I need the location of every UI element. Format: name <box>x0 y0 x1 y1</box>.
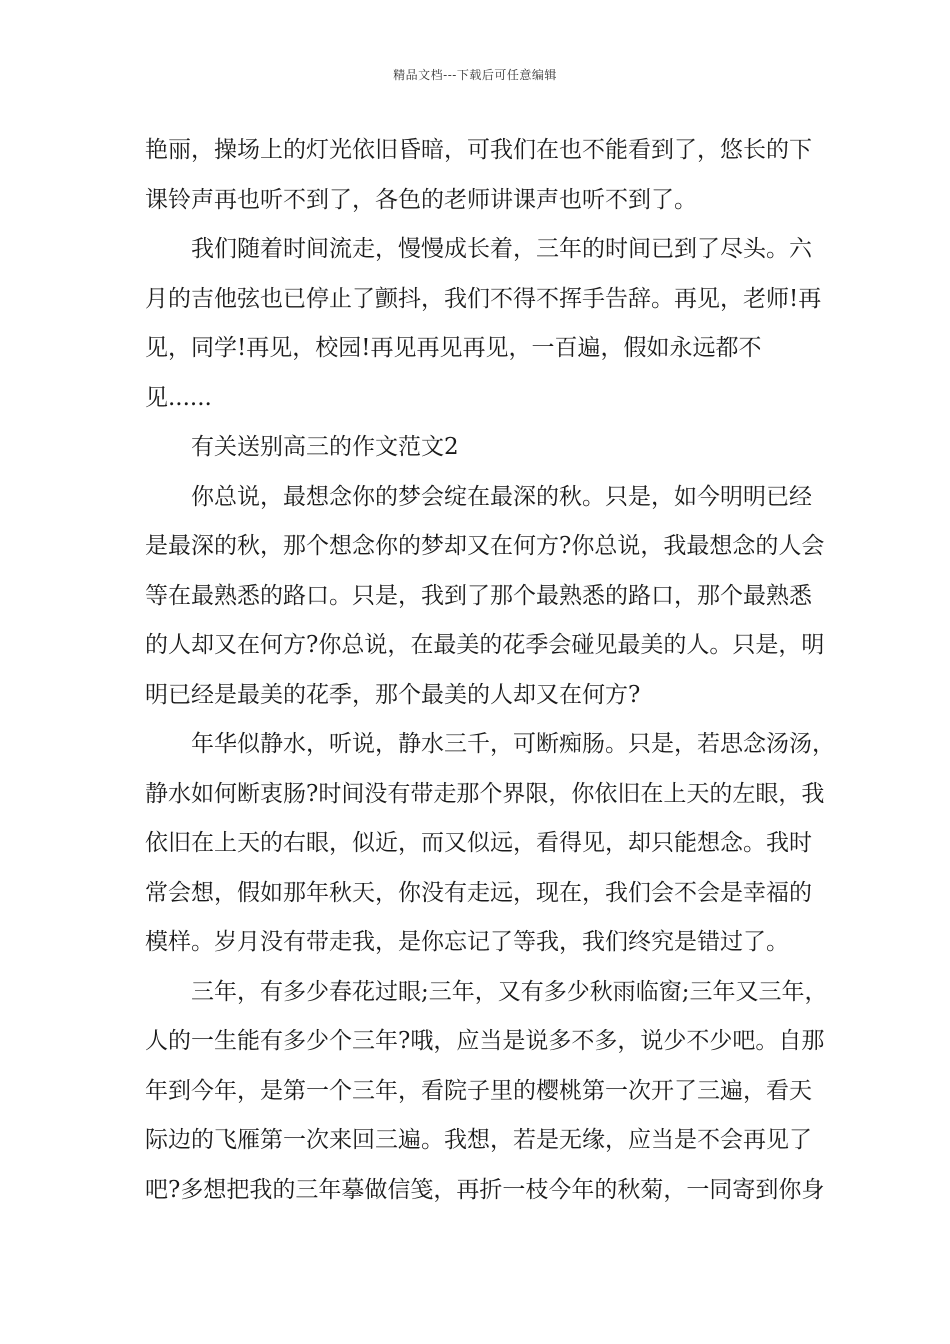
text-line: 我们随着时间流走，慢慢成长着，三年的时间已到了尽头。六 <box>191 236 812 262</box>
text-line: 是最深的秋，那个想念你的梦却又在何方?你总说，我最想念的人会 <box>145 533 825 559</box>
text-line: 常会想，假如那年秋天，你没有走远，现在，我们会不会是幸福的 <box>145 879 812 906</box>
text-line: 见，同学!再见，校园!再见再见再见，一百遍，假如永远都不 <box>145 335 762 361</box>
document-body <box>145 126 835 1215</box>
section-title: 有关送别高三的作文范文2 <box>191 434 459 460</box>
page-header: 精品文档---下载后可任意编辑 <box>393 68 557 82</box>
text-line: 依旧在上天的右眼，似近，而又似远，看得见，却只能想念。我时 <box>145 830 812 856</box>
text-line: 年华似静水，听说，静水三千，可断痴肠。只是，若思念汤汤， <box>191 731 835 757</box>
text-line: 人的一生能有多少个三年?哦，应当是说多不多，说少不少吧。自那 <box>145 1028 825 1054</box>
text-line: 静水如何断衷肠?时间没有带走那个界限，你依旧在上天的左眼，我 <box>145 780 825 807</box>
text-line: 的人却又在何方?你总说，在最美的花季会碰见最美的人。只是，明 <box>145 632 825 658</box>
text-line: 模样。岁月没有带走我，是你忘记了等我，我们终究是错过了。 <box>145 929 789 955</box>
text-line: 明已经是最美的花季，那个最美的人却又在何方? <box>145 681 641 708</box>
text-line: 课铃声再也听不到了，各色的老师讲课声也听不到了。 <box>145 186 697 213</box>
text-line: 际边的飞雁第一次来回三遍。我想，若是无缘，应当是不会再见了 <box>145 1127 812 1153</box>
text-line: 月的吉他弦也已停止了颤抖，我们不得不挥手告辞。再见，老师!再 <box>145 285 822 312</box>
text-line: 见...... <box>145 384 212 411</box>
text-line: 你总说，最想念你的梦会绽在最深的秋。只是，如今明明已经 <box>191 483 812 510</box>
text-line: 三年，有多少春花过眼;三年，又有多少秋雨临窗;三年又三年， <box>191 978 828 1005</box>
text-line: 等在最熟悉的路口。只是，我到了那个最熟悉的路口，那个最熟悉 <box>145 582 812 609</box>
text-line: 年到今年，是第一个三年，看院子里的樱桃第一次开了三遍，看天 <box>145 1077 812 1104</box>
text-line: 吧?多想把我的三年摹做信笺，再折一枝今年的秋菊，一同寄到你身 <box>145 1176 825 1203</box>
text-line: 艳丽，操场上的灯光依旧昏暗，可我们在也不能看到了，悠长的下 <box>145 137 812 163</box>
